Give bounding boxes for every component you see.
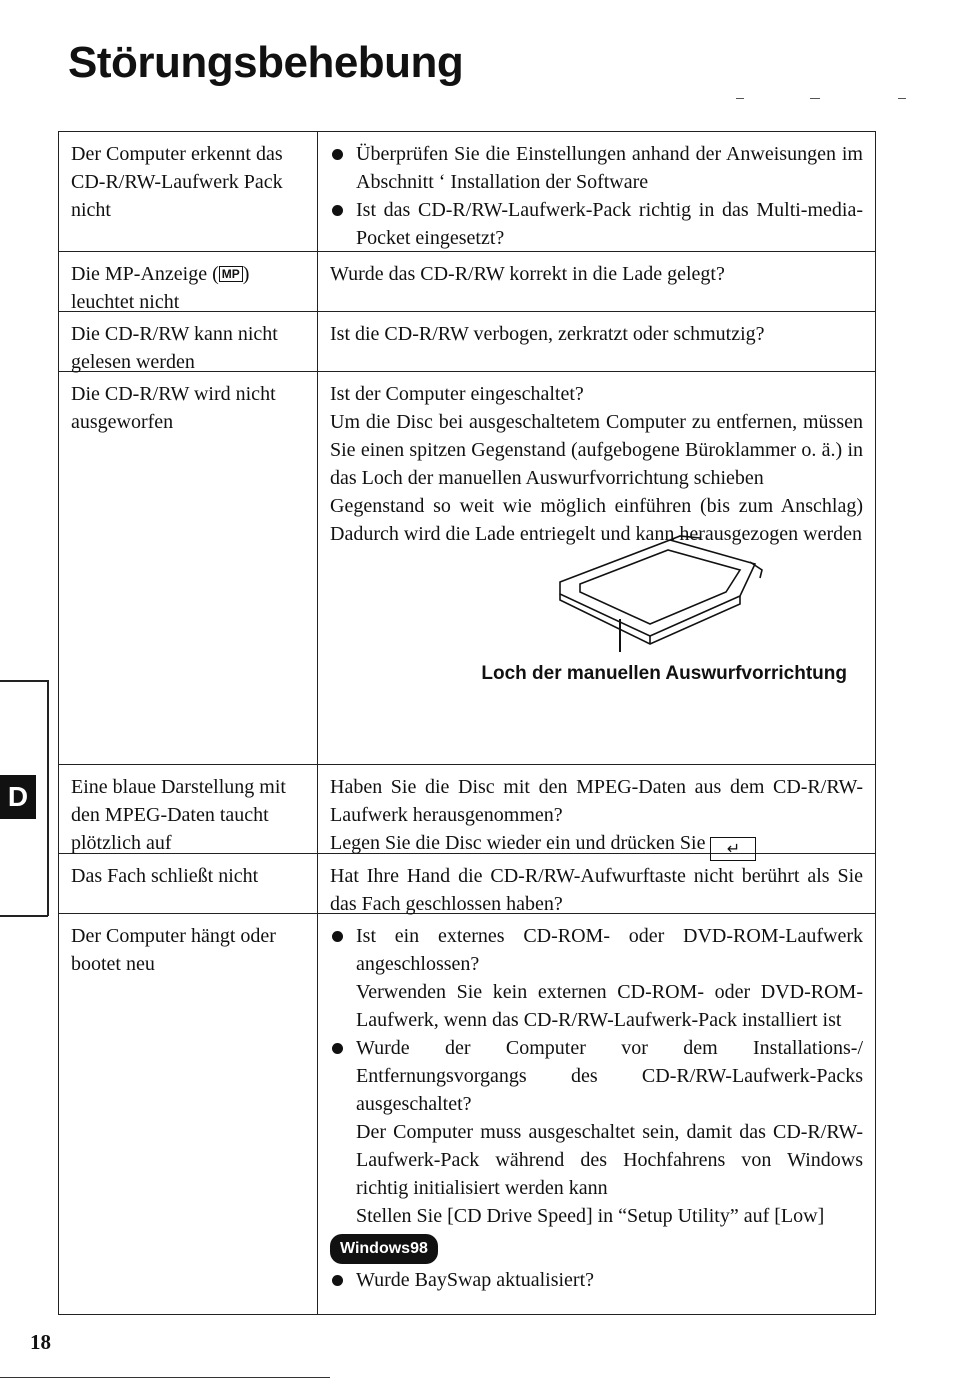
solution-cell [318,312,875,371]
solution-item: Wurde der Computer vor dem Installations-/ Entfernungsvorgangs des CD-R/RW-Laufwerk-Packs ausgeschaltet? [330,1034,863,1118]
solution-item: Hat Ihre Hand die CD-R/RW-Aufwurftaste nicht berührt als Sie das Fach geschlossen haben? [330,865,863,915]
solution-cell [318,372,875,764]
section-tab: D [0,775,36,819]
solution-text: Legen Sie die Disc wieder ein und drücken Sie [330,832,706,854]
problem-cell: Die CD-R/RW kann nicht gelesen werden [59,312,318,371]
problem-text: Die MP-Anzeige ( [71,263,219,285]
solution-item: Ist der Computer eingeschaltet? [330,383,584,405]
solution-item: Haben Sie die Disc mit den MPEG-Daten aus dem CD-R/RW-Laufwerk herausgenommen? [330,776,863,826]
solution-cell [318,765,875,858]
footer-rule [0,1377,330,1378]
page-title: Störungsbehebung [68,38,464,87]
solution-item: Der Computer muss ausgeschaltet sein, damit das CD-R/RW-Laufwerk-Pack während des Hochfahrens von Windows richtig initialisiert werden kann [356,1121,863,1199]
solution-item: Überprüfen Sie die Einstellungen anhand der Anweisungen im Abschnitt ‘ Installation der Software [330,140,863,196]
mp-indicator-icon: MP [219,266,243,282]
problem-text: ) leuchtet nicht [71,263,250,313]
enter-key-icon: ↵ [710,837,756,861]
solution-cell [318,914,875,1314]
solution-cell [318,132,875,251]
table-row [58,371,876,764]
header-dash [810,98,820,99]
header-dash [898,98,906,99]
side-tab-line [0,680,48,682]
cd-drive-illustration [550,534,780,654]
problem-cell: Das Fach schließt nicht [59,854,318,913]
table-row [58,913,876,1315]
problem-cell [59,252,318,311]
solution-item: Verwenden Sie kein externen CD-ROM- oder DVD-ROM-Laufwerk, wenn das CD-R/RW-Laufwerk-Pack installiert ist [356,981,863,1031]
solution-item: Wurde das CD-R/RW korrekt in die Lade gelegt? [330,263,725,285]
table-row [58,764,876,858]
solution-item: Gegenstand so weit wie möglich einführen (bis zum Anschlag) Dadurch wird die Lade entriegelt und kann herausgezogen werden [330,495,863,545]
table-row [58,131,876,251]
header-dash [736,98,744,99]
table-row [58,311,876,371]
side-tab-line [0,915,48,917]
solution-item: Ist das CD-R/RW-Laufwerk-Pack richtig in das Multi-media-Pocket eingesetzt? [330,196,863,252]
solution-item: Um die Disc bei ausgeschaltetem Computer zu entfernen, müssen Sie einen spitzen Gegenstand (aufgebogene Büroklammer o. ä.) in das Loch der manuellen Auswurfvorrichtung schieben [330,411,863,489]
solution-cell [318,854,875,913]
solution-item: Ist ein externes CD-ROM- oder DVD-ROM-Laufwerk angeschlossen? [330,922,863,978]
problem-cell: Die CD-R/RW wird nicht ausgeworfen [59,372,318,764]
solution-cell [318,252,875,311]
page-number: 18 [30,1330,51,1354]
solution-item: Ist die CD-R/RW verbogen, zerkratzt oder schmutzig? [330,323,765,345]
troubleshooting-table [58,131,876,1315]
table-row [58,251,876,311]
windows98-badge: Windows98 [330,1234,438,1264]
solution-item: Wurde BaySwap aktualisiert? [330,1266,863,1294]
problem-cell: Der Computer erkennt das CD-R/RW-Laufwerk Pack nicht [59,132,318,251]
side-tab-line [47,680,49,916]
table-row [58,853,876,913]
figure-caption: Loch der manuellen Auswurfvorrichtung [481,663,847,684]
problem-cell: Eine blaue Darstellung mit den MPEG-Daten taucht plötzlich auf [59,765,318,853]
solution-item: Stellen Sie [CD Drive Speed] in “Setup Utility” auf [Low] [356,1205,825,1227]
problem-cell: Der Computer hängt oder bootet neu [59,914,318,1314]
